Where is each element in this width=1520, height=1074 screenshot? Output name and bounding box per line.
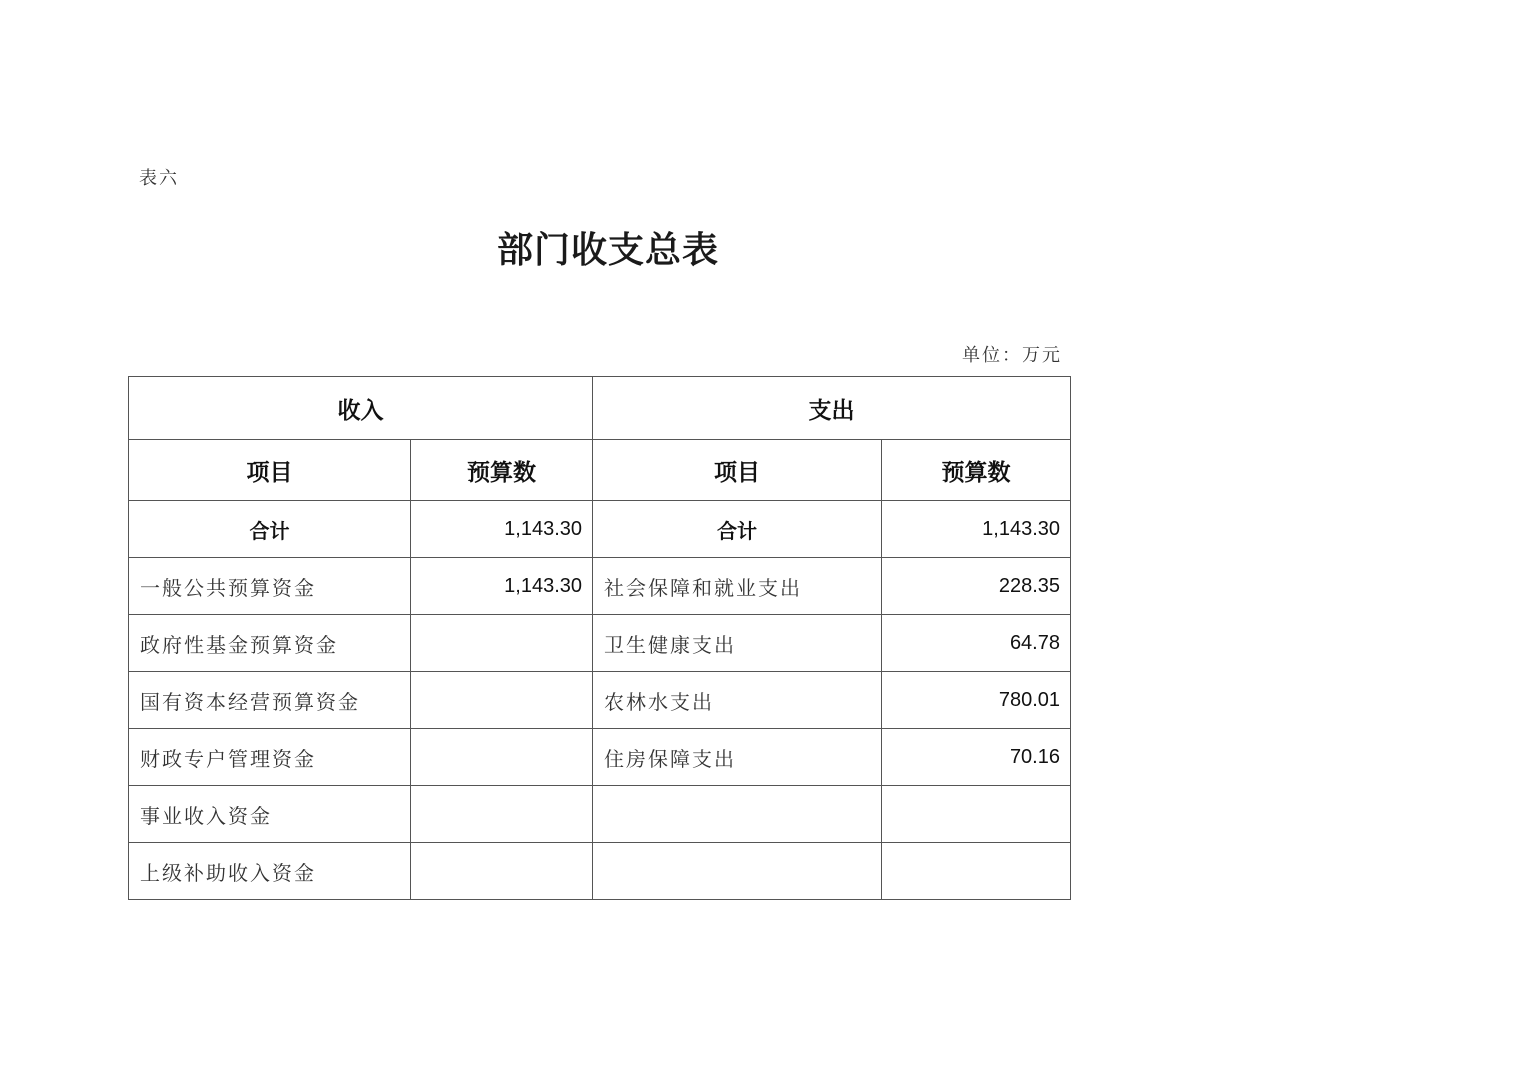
table-row — [129, 672, 1071, 729]
expense-item-header: 项目 — [593, 440, 882, 501]
income-value: 1,143.30 — [411, 558, 593, 615]
income-total-label: 合计 — [129, 501, 411, 558]
table-header-row — [129, 377, 1071, 440]
expense-value: 64.78 — [882, 615, 1071, 672]
expense-budget-header: 预算数 — [882, 440, 1071, 501]
budget-summary-table — [128, 376, 1071, 900]
income-item: 事业收入资金 — [129, 786, 411, 843]
income-value — [411, 729, 593, 786]
income-header: 收入 — [129, 377, 593, 440]
expense-value: 780.01 — [882, 672, 1071, 729]
column-header-row — [129, 440, 1071, 501]
table-row — [129, 729, 1071, 786]
expense-total-value: 1,143.30 — [882, 501, 1071, 558]
expense-item: 住房保障支出 — [593, 729, 882, 786]
table-row — [129, 786, 1071, 843]
income-item: 财政专户管理资金 — [129, 729, 411, 786]
expense-item — [593, 786, 882, 843]
expense-value: 70.16 — [882, 729, 1071, 786]
income-value — [411, 672, 593, 729]
income-item: 上级补助收入资金 — [129, 843, 411, 900]
unit-label: 单位：万元 — [962, 345, 1062, 366]
expense-item: 卫生健康支出 — [593, 615, 882, 672]
income-item-header: 项目 — [129, 440, 411, 501]
expense-item: 社会保障和就业支出 — [593, 558, 882, 615]
income-total-value: 1,143.30 — [411, 501, 593, 558]
table-row — [129, 558, 1071, 615]
page-title: 部门收支总表 — [497, 229, 720, 271]
total-row — [129, 501, 1071, 558]
expense-value: 228.35 — [882, 558, 1071, 615]
expense-item — [593, 843, 882, 900]
income-item: 一般公共预算资金 — [129, 558, 411, 615]
income-value — [411, 786, 593, 843]
income-value — [411, 615, 593, 672]
table-row — [129, 843, 1071, 900]
expense-total-label: 合计 — [593, 501, 882, 558]
table-row — [129, 615, 1071, 672]
income-item: 国有资本经营预算资金 — [129, 672, 411, 729]
table-number: 表六 — [139, 168, 179, 189]
expense-value — [882, 843, 1071, 900]
income-value — [411, 843, 593, 900]
income-budget-header: 预算数 — [411, 440, 593, 501]
expense-header: 支出 — [593, 377, 1071, 440]
expense-item: 农林水支出 — [593, 672, 882, 729]
expense-value — [882, 786, 1071, 843]
income-item: 政府性基金预算资金 — [129, 615, 411, 672]
